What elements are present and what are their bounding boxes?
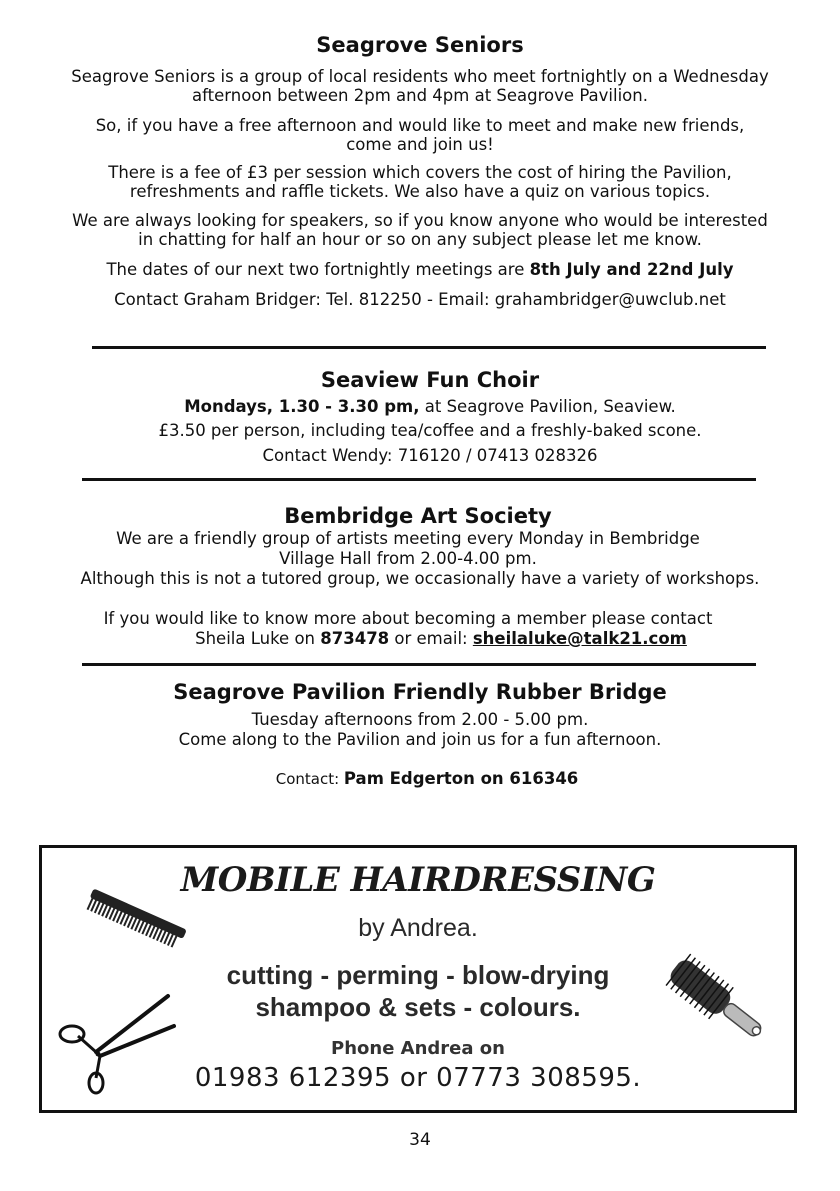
seniors-dates-bold: 8th July and 22nd July	[529, 260, 734, 279]
choir-when-bold: Mondays, 1.30 - 3.30 pm,	[184, 397, 420, 416]
choir-price: £3.50 per person, including tea/coffee and a freshly-baked scone.	[158, 421, 702, 440]
bridge-contact	[7, 769, 840, 789]
ad-services-line-2: shampoo & sets - colours.	[255, 992, 581, 1022]
bridge-title: Seagrove Pavilion Friendly Rubber Bridge	[173, 680, 667, 704]
seniors-para-3-line-2: refreshments and raffle tickets. We also have a quiz on various topics.	[129, 182, 711, 201]
scissors-icon	[56, 990, 176, 1095]
seniors-para-1-line-2: afternoon between 2pm and 4pm at Seagrove Pavilion.	[192, 86, 648, 105]
seniors-para-1-line-1: Seagrove Seniors is a group of local residents who meet fortnightly on a Wednesday	[71, 67, 769, 86]
ad-phone-label: Phone Andrea on	[331, 1038, 505, 1059]
choir-contact: Contact Wendy: 716120 / 07413 028326	[262, 446, 598, 465]
round-brush-icon	[662, 948, 777, 1053]
art-contact-email-link[interactable]: sheilaluke@talk21.com	[472, 629, 687, 648]
art-title: Bembridge Art Society	[284, 504, 552, 528]
bridge-line-2: Come along to the Pavilion and join us for a fun afternoon.	[178, 730, 662, 749]
divider-3	[82, 663, 756, 666]
seniors-para-4-line-2: in chatting for half an hour or so on any subject please let me know.	[138, 230, 702, 249]
seniors-para-2-line-1: So, if you have a free afternoon and would like to meet and make new friends,	[95, 116, 745, 135]
art-line-1: We are a friendly group of artists meeting every Monday in Bembridge	[116, 529, 700, 548]
art-contact-name: Sheila Luke on	[195, 629, 321, 648]
art-contact-email-label: or email:	[389, 629, 473, 648]
seniors-title: Seagrove Seniors	[316, 33, 524, 57]
seniors-dates-text: The dates of our next two fortnightly meetings are	[106, 260, 530, 279]
bridge-contact-bold: Pam Edgerton on 616346	[343, 769, 579, 788]
art-line-3: Although this is not a tutored group, we occasionally have a variety of workshops.	[80, 569, 760, 588]
divider-2	[82, 478, 756, 481]
hairdressing-advert	[39, 845, 797, 1113]
ad-byline: by Andrea.	[358, 914, 478, 942]
art-line-5	[21, 629, 840, 648]
art-line-4: If you would like to know more about becoming a member please contact	[103, 609, 713, 628]
seniors-dates	[0, 260, 840, 279]
bridge-line-1: Tuesday afternoons from 2.00 - 5.00 pm.	[251, 710, 589, 729]
page-number: 34	[409, 1130, 431, 1150]
bridge-contact-label: Contact:	[275, 770, 344, 788]
choir-when-rest: at Seagrove Pavilion, Seaview.	[419, 397, 676, 416]
seniors-contact: Contact Graham Bridger: Tel. 812250 - Email: grahambridger@uwclub.net	[114, 290, 726, 309]
ad-title: MOBILE HAIRDRESSING	[180, 860, 656, 900]
choir-when	[10, 397, 840, 416]
ad-services-line-1: cutting - perming - blow-drying	[226, 960, 610, 990]
ad-phone-numbers: 01983 612395 or 07773 308595.	[194, 1063, 642, 1093]
art-contact-phone: 873478	[320, 629, 390, 648]
art-line-2: Village Hall from 2.00-4.00 pm.	[279, 549, 537, 568]
choir-title: Seaview Fun Choir	[320, 368, 540, 392]
seniors-para-3-line-1: There is a fee of £3 per session which covers the cost of hiring the Pavilion,	[108, 163, 732, 182]
seniors-para-4-line-1: We are always looking for speakers, so if you know anyone who would be interested	[72, 211, 768, 230]
seniors-para-2-line-2: come and join us!	[346, 135, 494, 154]
divider-1	[92, 346, 766, 349]
comb-icon	[78, 886, 193, 956]
